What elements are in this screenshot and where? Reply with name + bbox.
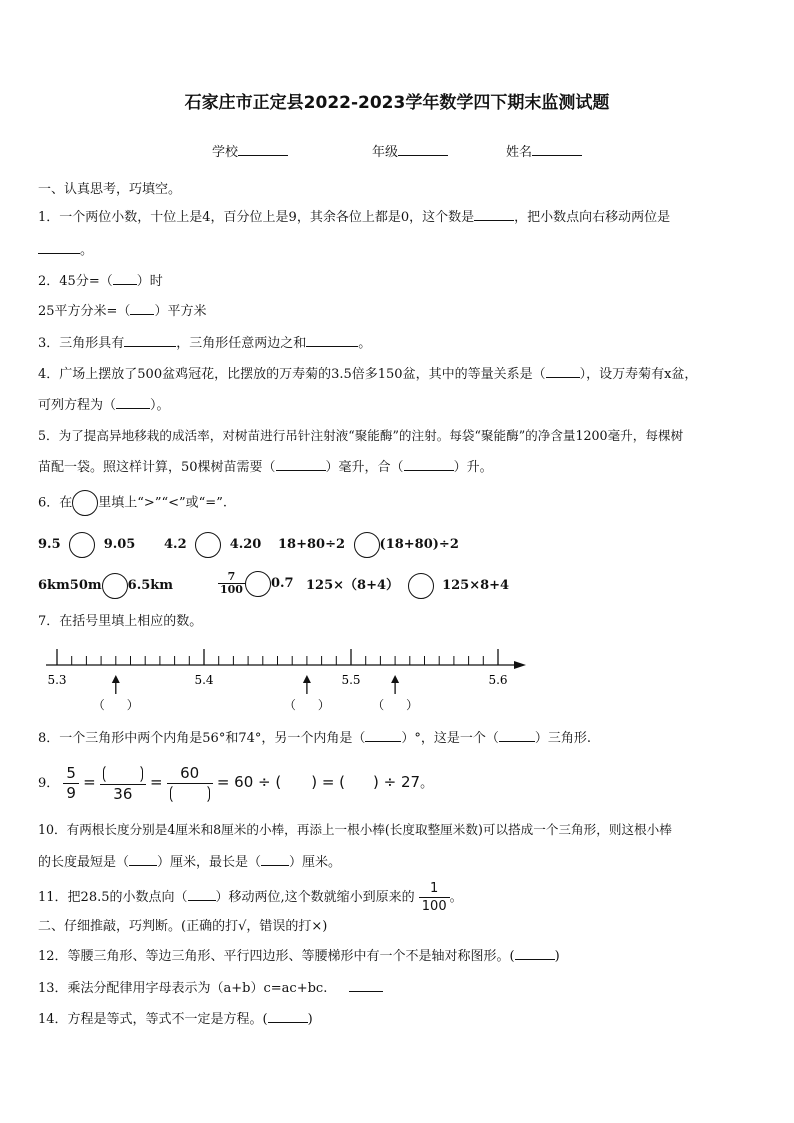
answer-blank[interactable]: [116, 395, 150, 409]
question-6: 6．在 里填上“>”“<”或“=”.: [38, 490, 227, 517]
name-blank[interactable]: [532, 142, 582, 156]
answer-paren-open: （: [372, 698, 385, 712]
answer-blank[interactable]: [113, 271, 137, 285]
pointer-arrowhead: [303, 675, 311, 683]
tick-label: 5.5: [341, 673, 361, 687]
answer-paren-open: （: [283, 698, 296, 712]
school-label: 学校: [212, 145, 239, 160]
question-1-cont: 。: [38, 240, 93, 260]
compare-6: 125×（8+4） 125×8+4: [306, 572, 509, 600]
answer-blank[interactable]: [349, 978, 383, 992]
compare-1: 9.5 9.05: [38, 531, 135, 559]
name-label: 姓名: [506, 145, 533, 160]
question-1: 1．一个两位小数，十位上是4，百分位上是9，其余各位上都是0，这个数是 ，把小数点向右移动两位是: [38, 207, 670, 227]
answer-paren-close: ）: [406, 698, 419, 712]
answer-paren[interactable]: [170, 784, 210, 804]
answer-blank[interactable]: [515, 946, 555, 960]
answer-blank[interactable]: [261, 852, 289, 866]
question-8: 8．一个三角形中两个内角是56°和74°，另一个内角是（ ）°，这是一个（ ）三角形.: [38, 728, 591, 748]
name-field[interactable]: [506, 141, 582, 160]
grade-blank[interactable]: [398, 142, 448, 156]
compare-circle[interactable]: [69, 532, 95, 558]
question-5: 5．为了提高异地移栽的成活率，对树苗进行吊针注射液“聚能酶”的注射。每袋“聚能酶”的净含量1200毫升，每棵树: [38, 428, 684, 443]
compare-3: 18+80÷2 (18+80)÷2: [278, 531, 459, 559]
question-13: 13．乘法分配律用字母表示为（a+b）c=ac+bc.: [38, 978, 383, 998]
compare-circle[interactable]: [195, 532, 221, 558]
answer-blank[interactable]: [188, 887, 216, 901]
answer-blank[interactable]: [404, 457, 454, 471]
question-9: 9． $\frac{5}{9}$ = 36 = 60 = 60 ÷ ( ) = ( ) ÷ 27。: [38, 763, 434, 803]
compare-2: 4.2 4.20: [164, 531, 261, 559]
compare-circle[interactable]: [72, 490, 98, 516]
compare-circle[interactable]: [408, 573, 434, 599]
answer-blank[interactable]: [38, 240, 80, 254]
pointer-arrowhead: [391, 675, 399, 683]
grade-label: 年级: [372, 145, 399, 160]
answer-blank[interactable]: [268, 1009, 308, 1023]
answer-paren[interactable]: [103, 764, 143, 784]
question-4: 4．广场上摆放了500盆鸡冠花，比摆放的万寿菊的3.5倍多150盆，其中的等量关系是（ ），设万寿菊有x盆，: [38, 364, 697, 384]
pointer-arrowhead: [112, 675, 120, 683]
answer-blank[interactable]: [306, 333, 358, 347]
answer-paren-close: ）: [317, 698, 330, 712]
section-1-heading: 一、认真思考，巧填空。: [38, 182, 182, 197]
section-2-heading: 二、仔细推敲，巧判断。(正确的打√，错误的打×): [38, 919, 328, 934]
fraction-60-blank: 60: [167, 764, 213, 804]
answer-blank[interactable]: [474, 207, 514, 221]
compare-circle[interactable]: [102, 573, 128, 599]
answer-blank[interactable]: [129, 852, 157, 866]
question-2b: 25平方分米=（ ）平方米: [38, 301, 206, 321]
number-line: [0, 640, 794, 720]
answer-paren-open: （: [92, 698, 105, 712]
answer-blank[interactable]: [276, 457, 326, 471]
tick-label: 5.6: [488, 673, 508, 687]
page-title: 石家庄市正定县2022-2023学年数学四下期末监测试题: [184, 93, 610, 113]
question-10: 10．有两根长度分别是4厘米和8厘米的小棒，再添上一根小棒(长度取整厘米数)可以搭成一个三角形，则这根小棒: [38, 822, 672, 837]
number-line-arrowhead: [514, 661, 526, 669]
question-3: 3．三角形具有 ，三角形任意两边之和 。: [38, 333, 371, 353]
compare-circle[interactable]: [354, 532, 380, 558]
answer-blank[interactable]: [546, 364, 580, 378]
compare-4: 6km50m 6.5km: [38, 572, 173, 600]
tick-label: 5.3: [47, 673, 67, 687]
answer-blank[interactable]: [499, 728, 535, 742]
answer-blank[interactable]: [365, 728, 401, 742]
fraction-5-9: $\frac{5}{9}$: [63, 764, 79, 803]
grade-field[interactable]: [372, 141, 448, 160]
question-7: 7．在括号里填上相应的数。: [38, 614, 203, 629]
answer-paren-close: ）: [126, 698, 139, 712]
question-12: 12．等腰三角形、等边三角形、平行四边形、等腰梯形中有一个不是轴对称图形。( ): [38, 946, 560, 966]
compare-5: $\frac{7}{100}$ 0.7: [220, 570, 294, 596]
fraction-1-100: $\frac{1}{100}$: [419, 880, 450, 915]
answer-blank[interactable]: [124, 333, 176, 347]
fraction-blank-36: 36: [100, 764, 146, 804]
answer-blank[interactable]: [130, 301, 154, 315]
school-field[interactable]: [212, 141, 288, 160]
school-blank[interactable]: [238, 142, 288, 156]
compare-circle[interactable]: [245, 571, 271, 597]
question-2a: 2．45分=（ ）时: [38, 271, 163, 291]
question-4-cont: 可列方程为（ ）。: [38, 395, 170, 415]
question-14: 14．方程是等式，等式不一定是方程。( ): [38, 1009, 313, 1029]
tick-label: 5.4: [194, 673, 214, 687]
fraction-7-100: $\frac{7}{100}$: [220, 570, 243, 596]
question-5-cont: 苗配一袋。照这样计算，50棵树苗需要（ ）毫升，合（ ）升。: [38, 457, 493, 477]
question-10-cont: 的长度最短是（ ）厘米，最长是（ ）厘米。: [38, 852, 341, 872]
question-11: 11．把28.5的小数点向（ ）移动两位,这个数就缩小到原来的 $\frac{1}{100}$ 。: [38, 881, 463, 914]
